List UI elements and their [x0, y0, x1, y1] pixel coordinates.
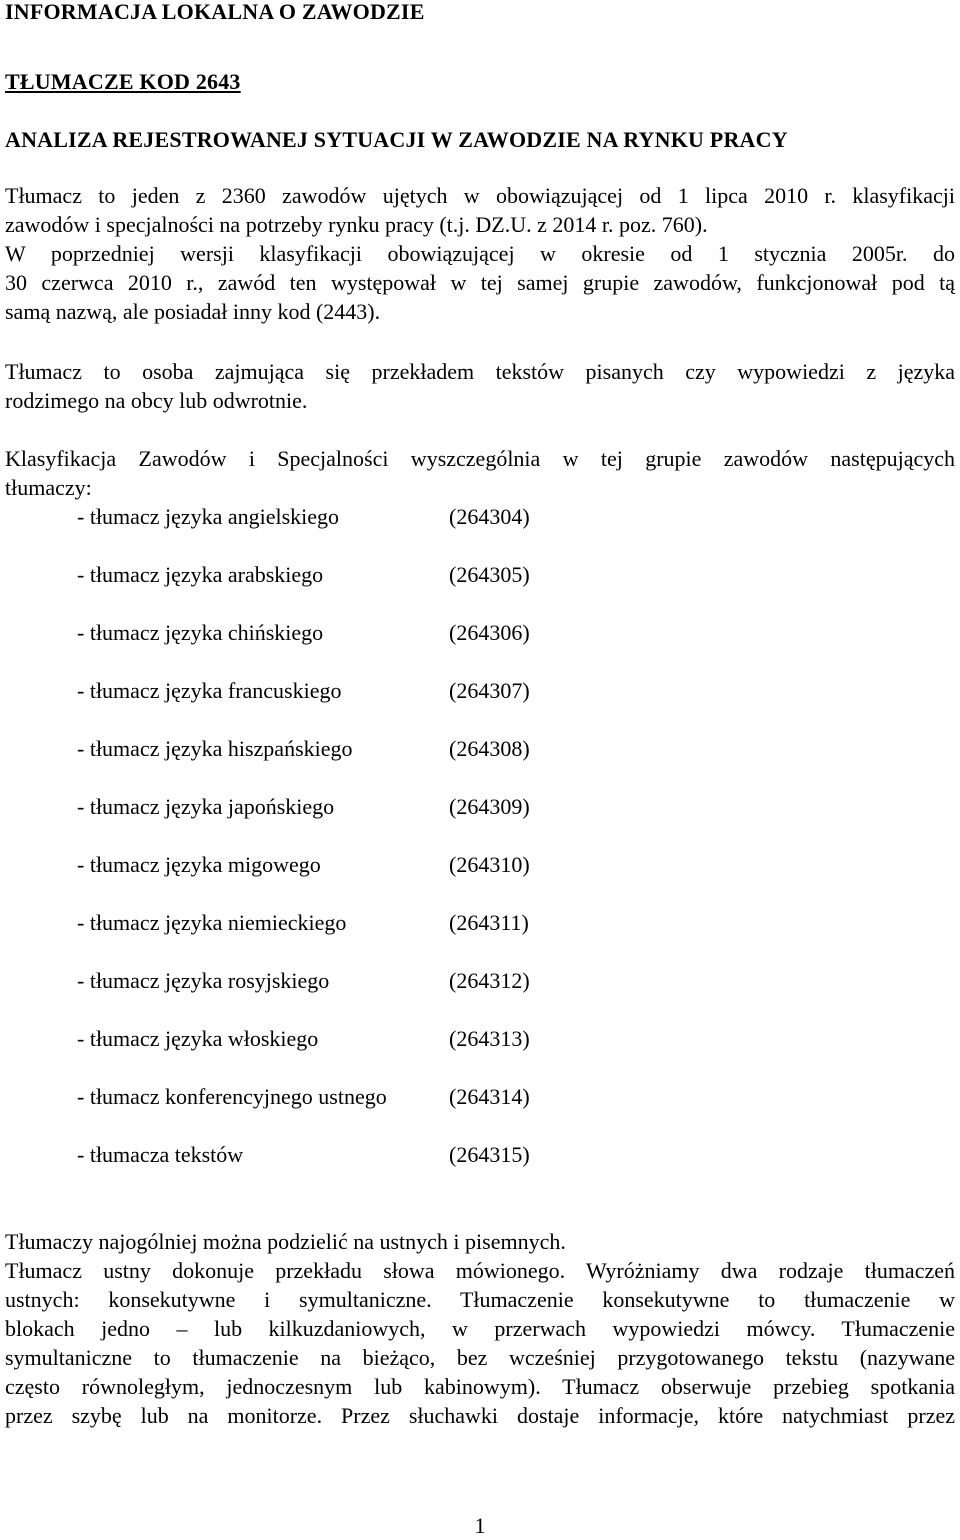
specialty-name: - tłumacz języka migowego — [77, 852, 321, 877]
specialty-code: (264308) — [449, 736, 530, 761]
list-item — [77, 560, 677, 589]
list-item — [77, 502, 677, 531]
paragraph-line: Tłumaczy najogólniej można podzielić na ustnych i pisemnych. — [5, 1229, 566, 1254]
list-item — [77, 734, 677, 763]
specialty-code: (264313) — [449, 1026, 530, 1051]
paragraph-line: blokach jedno – lub kilkuzdaniowych, w przerwach wypowiedzi mówcy. Tłumaczenie — [5, 1316, 955, 1341]
specialty-code: (264305) — [449, 562, 530, 587]
specialty-name: - tłumacz języka angielskiego — [77, 504, 340, 529]
specialty-name: - tłumacz języka hiszpańskiego — [77, 736, 353, 761]
document-subtitle: TŁUMACZE KOD 2643 — [5, 69, 241, 94]
list-item — [77, 792, 677, 821]
specialty-code: (264307) — [449, 678, 530, 703]
list-item — [77, 618, 677, 647]
specialty-name: - tłumacz języka niemieckiego — [77, 910, 347, 935]
specialty-name: - tłumacz języka japońskiego — [77, 794, 335, 819]
specialty-code: (264310) — [449, 852, 530, 877]
specialty-code: (264315) — [449, 1142, 530, 1167]
list-item — [77, 1140, 677, 1169]
paragraph-intro — [5, 181, 955, 326]
specialty-code: (264304) — [449, 504, 530, 529]
specialty-name: - tłumacz języka arabskiego — [77, 562, 324, 587]
paragraph-line: tłumaczy: — [5, 475, 92, 500]
paragraph-line: symultaniczne to tłumaczenie na bieżąco, bez wcześniej przygotowanego tekstu (nazywane — [5, 1345, 955, 1370]
paragraph-line: Tłumacz to osoba zajmująca się przekładem tekstów pisanych czy wypowiedzi z języka — [5, 359, 955, 384]
paragraph-line: przez szybę lub na monitorze. Przez słuchawki dostaje informacje, które natychmiast przez — [5, 1403, 955, 1428]
specialty-name: - tłumacz języka włoskiego — [77, 1026, 319, 1051]
paragraph-line: Klasyfikacja Zawodów i Specjalności wyszczególnia w tej grupie zawodów następujących — [5, 446, 955, 471]
list-item — [77, 676, 677, 705]
paragraph-line: 30 czerwca 2010 r., zawód ten występował w tej samej grupie zawodów, funkcjonował pod tą — [5, 270, 955, 295]
paragraph-line: rodzimego na obcy lub odwrotnie. — [5, 388, 308, 413]
specialty-code: (264314) — [449, 1084, 530, 1109]
list-item — [77, 908, 677, 937]
paragraph-line: zawodów i specjalności na potrzeby rynku pracy (t.j. DZ.U. z 2014 r. poz. 760). — [5, 212, 708, 237]
specialty-code: (264309) — [449, 794, 530, 819]
paragraph-line: Tłumacz ustny dokonuje przekładu słowa mówionego. Wyróżniamy dwa rodzaje tłumaczeń — [5, 1258, 955, 1283]
list-item — [77, 1024, 677, 1053]
specialty-code: (264312) — [449, 968, 530, 993]
section-heading: ANALIZA REJESTROWANEJ SYTUACJI W ZAWODZIE NA RYNKU PRACY — [5, 127, 788, 152]
specialty-code: (264306) — [449, 620, 530, 645]
list-item — [77, 850, 677, 879]
specialty-code: (264311) — [449, 910, 529, 935]
specialty-name: - tłumacz języka chińskiego — [77, 620, 324, 645]
paragraph-line: ustnych: konsekutywne i symultaniczne. Tłumaczenie konsekutywne to tłumaczenie w — [5, 1287, 955, 1312]
paragraph-line: często równoległym, jednoczesnym lub kabinowym). Tłumacz obserwuje przebieg spotkania — [5, 1374, 955, 1399]
specialty-name: - tłumacz konferencyjnego ustnego — [77, 1084, 387, 1109]
page-number: 1 — [474, 1513, 486, 1538]
paragraph-line: W poprzedniej wersji klasyfikacji obowiązującej w okresie od 1 stycznia 2005r. do — [5, 241, 955, 266]
paragraph-classification — [5, 444, 955, 502]
paragraph-definition — [5, 357, 955, 415]
paragraph-line: Tłumacz to jeden z 2360 zawodów ujętych w obowiązującej od 1 lipca 2010 r. klasyfikacji — [5, 183, 955, 208]
paragraph-line: samą nazwą, ale posiadał inny kod (2443). — [5, 299, 381, 324]
specialty-name: - tłumacz języka francuskiego — [77, 678, 342, 703]
specialty-name: - tłumacza tekstów — [77, 1142, 244, 1167]
paragraph-types — [5, 1227, 955, 1430]
document-title: INFORMACJA LOKALNA O ZAWODZIE — [5, 0, 425, 24]
list-item — [77, 1082, 677, 1111]
list-item — [77, 966, 677, 995]
specialty-name: - tłumacz języka rosyjskiego — [77, 968, 330, 993]
